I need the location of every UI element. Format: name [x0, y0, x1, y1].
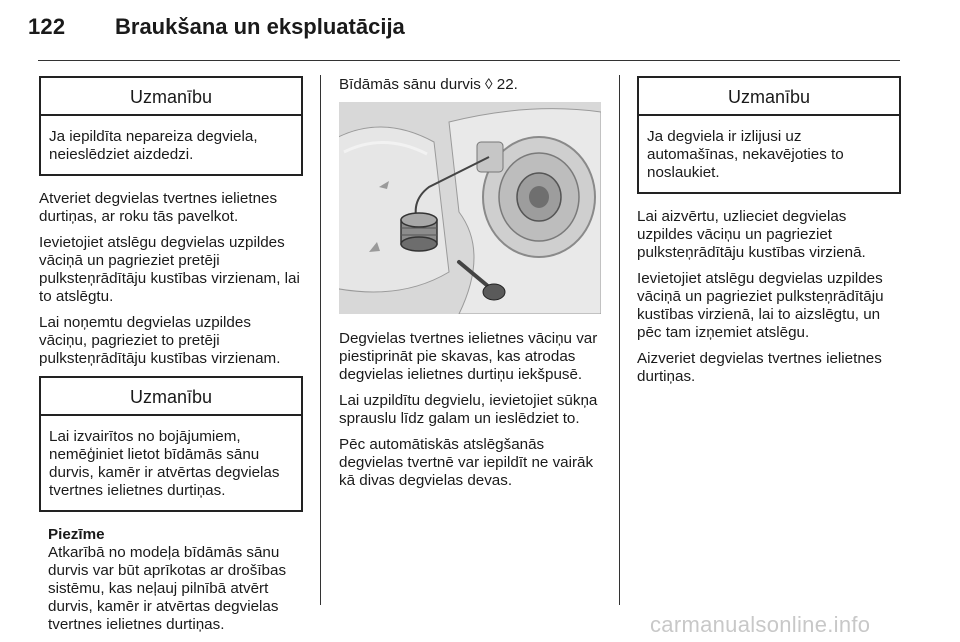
note-text: Atkarībā no modeļa bīdāmās sānu durvis var būt aprīkotas ar drošības sistēmu, kas neļauj pilnībā atvērt durvis, kamēr ir atvērtas degvielas tvertnes ielietnes durtiņas. [48, 544, 287, 633]
warning-box-fuel [39, 76, 303, 176]
warning-title: Uzmanību [639, 78, 899, 116]
header-divider [38, 60, 900, 61]
column-left [39, 76, 303, 634]
warning-title: Uzmanību [41, 378, 301, 416]
warning-box-sliding-door [39, 376, 303, 512]
fuel-cap-illustration [339, 102, 601, 314]
paragraph: Lai uzpildītu degvielu, ievietojiet sūkņa sprauslu līdz galam un ieslēdziet to. [339, 392, 598, 427]
warning-text: Ja degviela ir izlijusi uz automašīnas, nekavējoties to noslaukiet. [647, 128, 844, 181]
paragraph: Atveriet degvielas tvertnes ielietnes durtiņas, ar roku tās pavelkot. [39, 190, 278, 225]
paragraph: Degvielas tvertnes ielietnes vāciņu var piestiprināt pie skavas, kas atrodas degvielas ielietnes durtiņu iekšpusē. [339, 330, 598, 383]
note-title: Piezīme [48, 526, 105, 543]
paragraph: Pēc automātiskās atslēgšanās degvielas tvertnē var iepildīt ne vairāk kā divas degvielas devas. [339, 436, 594, 489]
column-right [637, 76, 901, 394]
paragraph: Lai noņemtu degvielas uzpildes vāciņu, pagrieziet to pretēji pulksteņrādītāju kustības virzienam. [39, 314, 281, 367]
warning-title: Uzmanību [41, 78, 301, 116]
column-divider-1 [320, 75, 321, 605]
note-block [39, 526, 303, 634]
paragraph: Lai aizvērtu, uzlieciet degvielas uzpildes vāciņu un pagrieziet pulksteņrādītāju kustības virzienā. [637, 208, 866, 261]
column-divider-2 [619, 75, 620, 605]
warning-box-spill [637, 76, 901, 194]
page-title: Braukšana un ekspluatācija [115, 14, 405, 39]
warning-text: Lai izvairītos no bojājumiem, nemēģiniet lietot bīdāmās sānu durvis, kamēr ir atvērtas degvielas tvertnes ielietnes durtiņas. [49, 428, 280, 499]
paragraph: Ievietojiet atslēgu degvielas uzpildes vāciņā un pagrieziet pulksteņrādītāju kustības virzienā, lai to aizslēgtu, un pēc tam izņemiet atslēgu. [637, 270, 884, 341]
column-middle [339, 76, 601, 498]
paragraph: Ievietojiet atslēgu degvielas uzpildes vāciņā un pagrieziet pretēji pulksteņrādītāju kustības virzienam, lai to atslēgtu. [39, 234, 300, 305]
site-watermark: carmanualsonline.info [650, 612, 871, 637]
paragraph: Aizveriet degvielas tvertnes ielietnes durtiņas. [637, 350, 882, 385]
fuel-filler-drawing [339, 102, 601, 314]
cross-reference: Bīdāmās sānu durvis ◊ 22. [339, 76, 518, 93]
page-number: 122 [28, 14, 66, 39]
warning-text: Ja iepildīta nepareiza degviela, neieslēdziet aizdedzi. [49, 128, 258, 163]
